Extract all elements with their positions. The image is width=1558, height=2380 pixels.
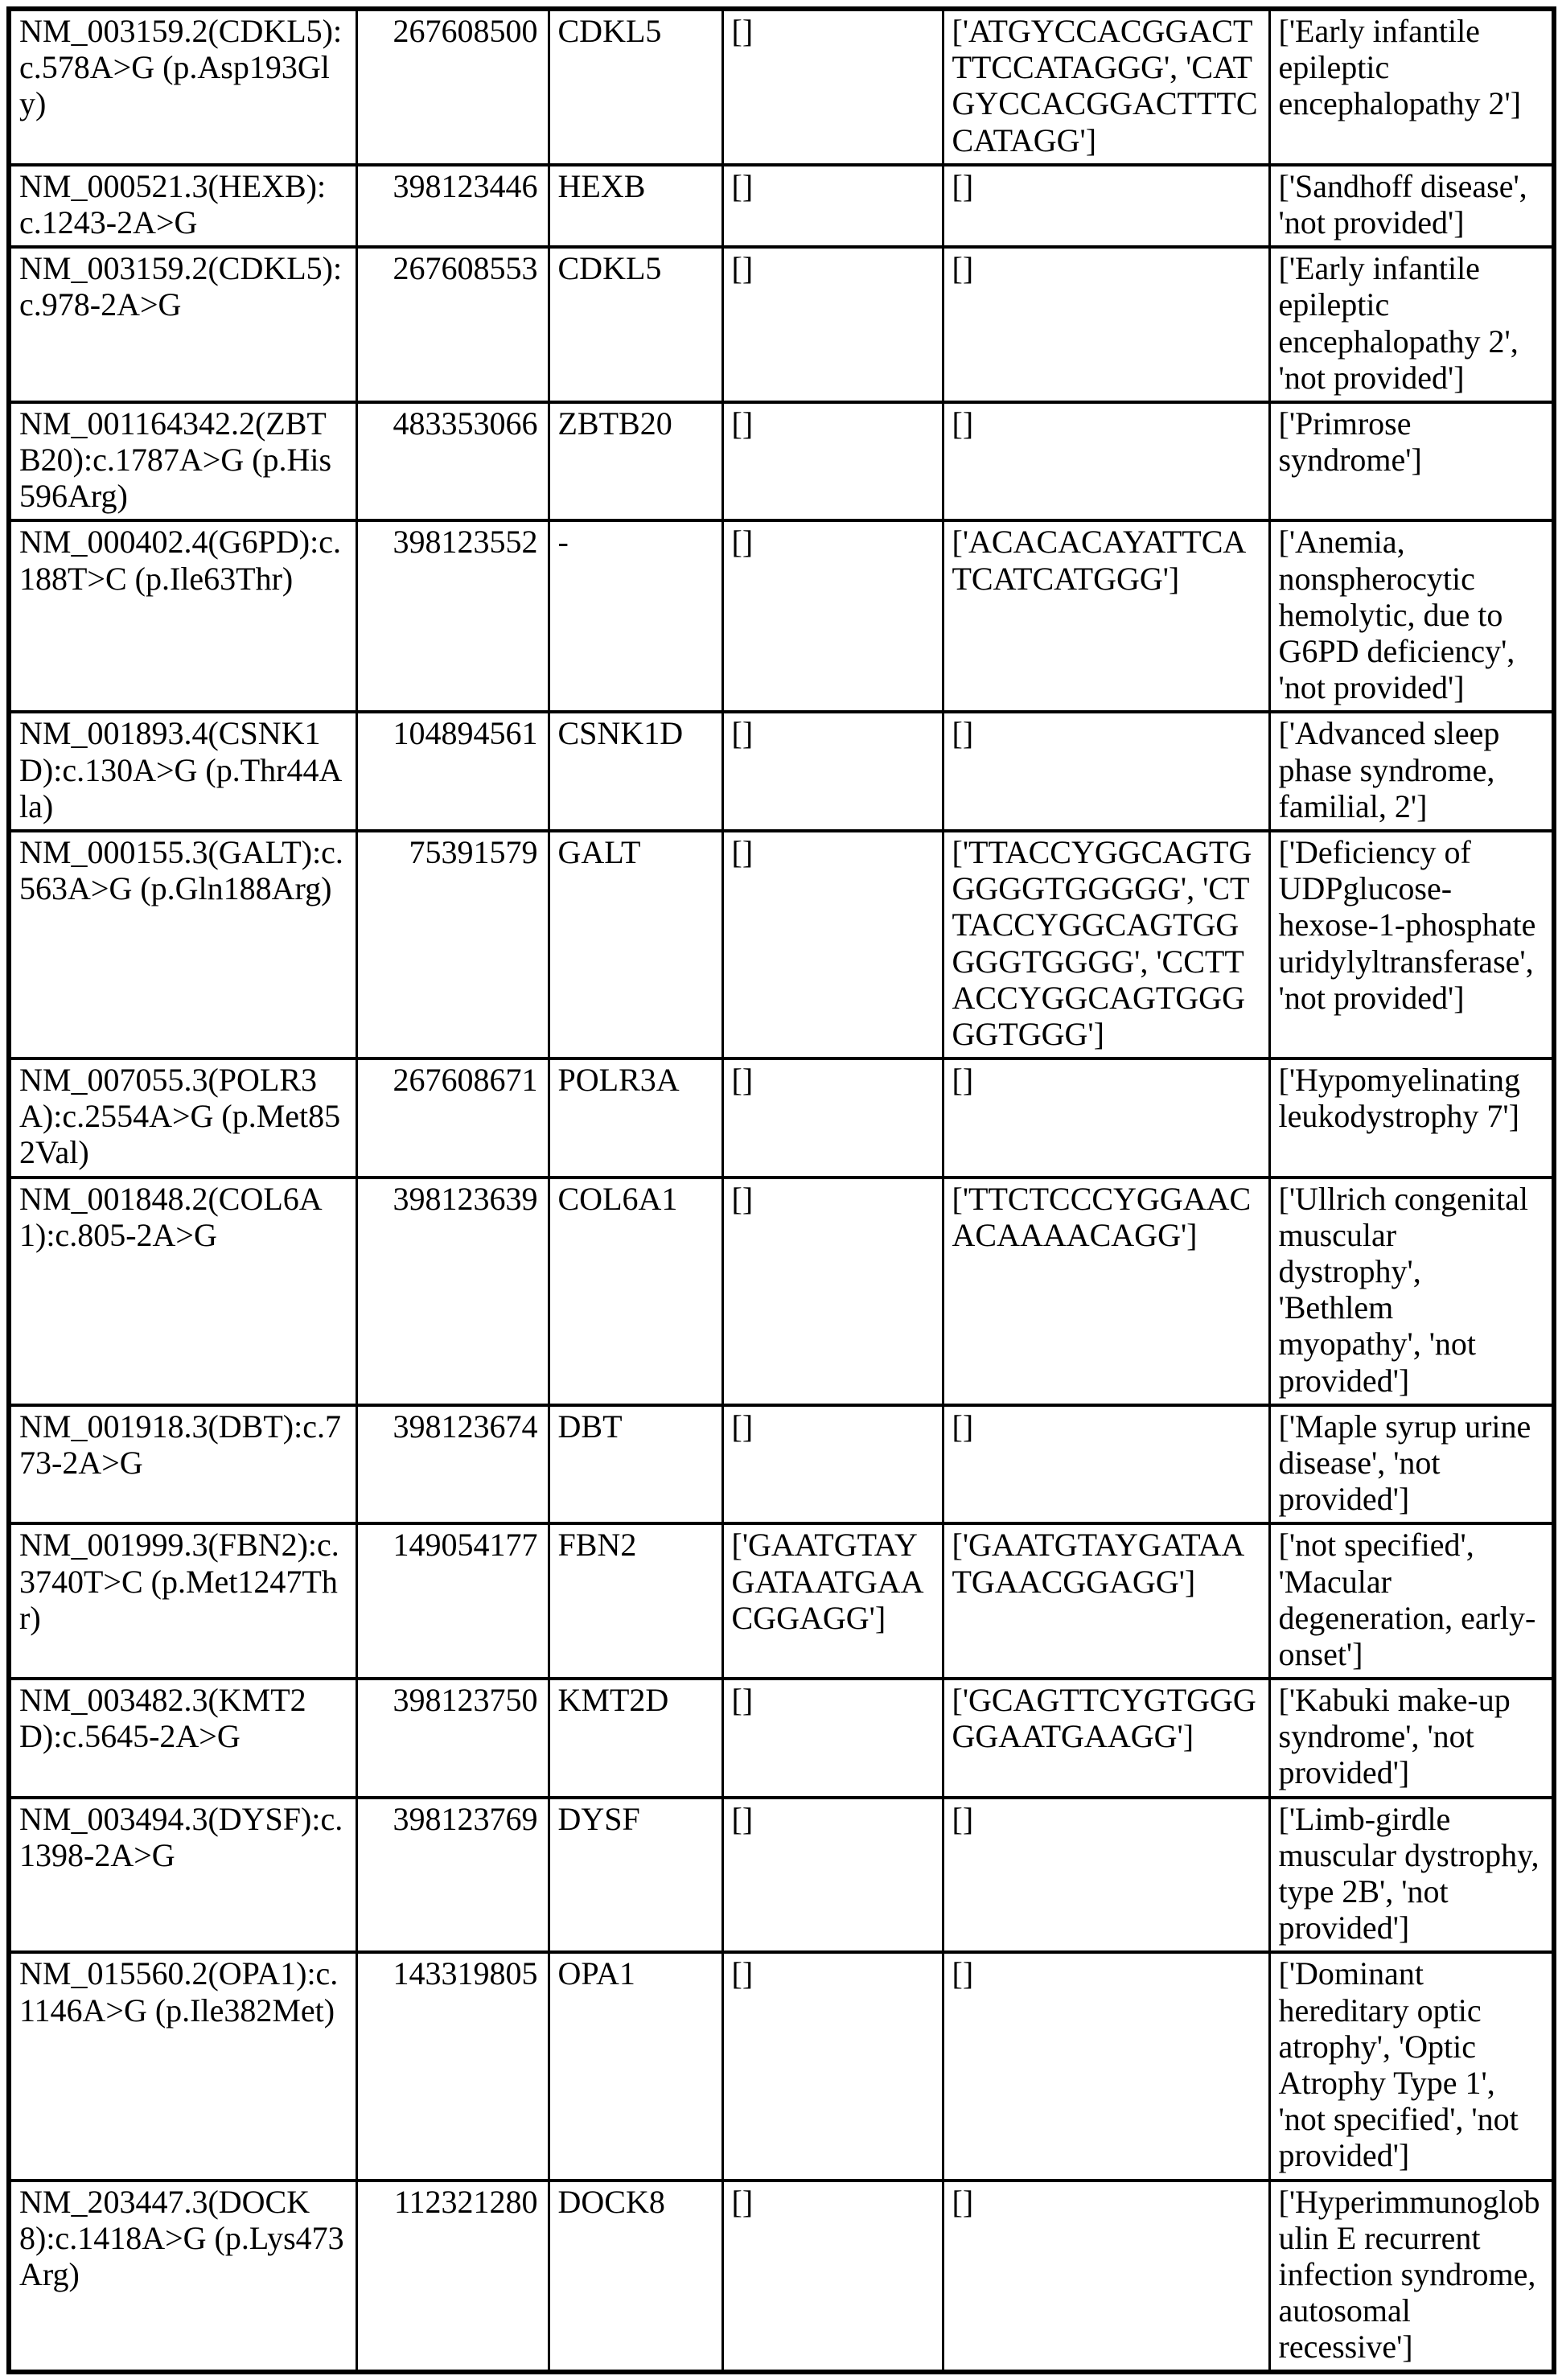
allele-id-cell: 398123552 <box>356 520 549 712</box>
allele-id-cell: 398123639 <box>356 1178 549 1405</box>
table-row <box>9 1523 1554 1679</box>
table-row <box>9 1405 1554 1524</box>
conditions-cell: ['Hypomyelinating leukodystrophy 7'] <box>1269 1058 1554 1178</box>
gene-symbol-cell: KMT2D <box>549 1679 722 1798</box>
table-row <box>9 712 1554 831</box>
table-row <box>9 165 1554 247</box>
sequence-list-a-cell: [] <box>722 831 943 1058</box>
variant-name-cell: NM_003482.3(KMT2D):c.5645-2A>G <box>9 1679 356 1798</box>
table-row <box>9 831 1554 1058</box>
gene-symbol-cell: OPA1 <box>549 1952 722 2180</box>
variant-name-cell: NM_000521.3(HEXB):c.1243-2A>G <box>9 165 356 247</box>
gene-symbol-cell: POLR3A <box>549 1058 722 1178</box>
allele-id-cell: 267608500 <box>356 9 549 165</box>
sequence-list-a-cell: [] <box>722 520 943 712</box>
table-row <box>9 1058 1554 1178</box>
sequence-list-b-cell: ['GAATGTAYGATAATGAACGGAGG'] <box>943 1523 1269 1679</box>
gene-symbol-cell: CSNK1D <box>549 712 722 831</box>
allele-id-cell: 267608553 <box>356 247 549 402</box>
variant-name-cell: NM_001918.3(DBT):c.773-2A>G <box>9 1405 356 1524</box>
gene-symbol-cell: GALT <box>549 831 722 1058</box>
sequence-list-a-cell: [] <box>722 247 943 402</box>
allele-id-cell: 112321280 <box>356 2181 549 2373</box>
allele-id-cell: 398123446 <box>356 165 549 247</box>
sequence-list-a-cell: [] <box>722 1798 943 1953</box>
conditions-cell: ['Limb-girdle muscular dystrophy, type 2B', 'not provided'] <box>1269 1798 1554 1953</box>
table-row <box>9 1679 1554 1798</box>
variant-name-cell: NM_001893.4(CSNK1D):c.130A>G (p.Thr44Ala) <box>9 712 356 831</box>
variant-name-cell: NM_015560.2(OPA1):c.1146A>G (p.Ile382Met) <box>9 1952 356 2180</box>
gene-symbol-cell: CDKL5 <box>549 9 722 165</box>
allele-id-cell: 104894561 <box>356 712 549 831</box>
variant-name-cell: NM_203447.3(DOCK8):c.1418A>G (p.Lys473Arg) <box>9 2181 356 2373</box>
allele-id-cell: 398123750 <box>356 1679 549 1798</box>
conditions-cell: ['not specified', 'Macular degeneration, early-onset'] <box>1269 1523 1554 1679</box>
sequence-list-b-cell: ['ACACACAYATTCATCATCATGGG'] <box>943 520 1269 712</box>
conditions-cell: ['Primrose syndrome'] <box>1269 402 1554 521</box>
gene-symbol-cell: ZBTB20 <box>549 402 722 521</box>
gene-symbol-cell: HEXB <box>549 165 722 247</box>
conditions-cell: ['Kabuki make-up syndrome', 'not provided'] <box>1269 1679 1554 1798</box>
sequence-list-b-cell: [] <box>943 2181 1269 2373</box>
table-row <box>9 520 1554 712</box>
conditions-cell: ['Hyperimmunoglobulin E recurrent infection syndrome, autosomal recessive'] <box>1269 2181 1554 2373</box>
variant-name-cell: NM_003159.2(CDKL5):c.578A>G (p.Asp193Gly) <box>9 9 356 165</box>
conditions-cell: ['Anemia, nonspherocytic hemolytic, due to G6PD deficiency', 'not provided'] <box>1269 520 1554 712</box>
allele-id-cell: 398123769 <box>356 1798 549 1953</box>
table-row <box>9 1952 1554 2180</box>
sequence-list-a-cell: [] <box>722 9 943 165</box>
variant-name-cell: NM_001999.3(FBN2):c.3740T>C (p.Met1247Thr) <box>9 1523 356 1679</box>
sequence-list-b-cell: ['ATGYCCACGGACTTTCCATAGGG', 'CATGYCCACGGACTTTCCATAGG'] <box>943 9 1269 165</box>
gene-symbol-cell: DYSF <box>549 1798 722 1953</box>
variant-name-cell: NM_000155.3(GALT):c.563A>G (p.Gln188Arg) <box>9 831 356 1058</box>
table-row <box>9 402 1554 521</box>
sequence-list-b-cell: [] <box>943 1798 1269 1953</box>
sequence-list-b-cell: [] <box>943 1952 1269 2180</box>
conditions-cell: ['Maple syrup urine disease', 'not provided'] <box>1269 1405 1554 1524</box>
sequence-list-b-cell: [] <box>943 247 1269 402</box>
sequence-list-a-cell: [] <box>722 1679 943 1798</box>
allele-id-cell: 483353066 <box>356 402 549 521</box>
gene-symbol-cell: - <box>549 520 722 712</box>
table-row <box>9 2181 1554 2373</box>
variant-name-cell: NM_003494.3(DYSF):c.1398-2A>G <box>9 1798 356 1953</box>
gene-symbol-cell: COL6A1 <box>549 1178 722 1405</box>
variant-name-cell: NM_000402.4(G6PD):c.188T>C (p.Ile63Thr) <box>9 520 356 712</box>
conditions-cell: ['Ullrich congenital muscular dystrophy', 'Bethlem myopathy', 'not provided'] <box>1269 1178 1554 1405</box>
sequence-list-a-cell: [] <box>722 165 943 247</box>
sequence-list-a-cell: [] <box>722 1178 943 1405</box>
allele-id-cell: 143319805 <box>356 1952 549 2180</box>
table-row <box>9 1178 1554 1405</box>
sequence-list-b-cell: [] <box>943 402 1269 521</box>
gene-symbol-cell: DOCK8 <box>549 2181 722 2373</box>
table-row <box>9 9 1554 165</box>
conditions-cell: ['Dominant hereditary optic atrophy', 'Optic Atrophy Type 1', 'not specified', 'not provided'] <box>1269 1952 1554 2180</box>
table-row <box>9 1798 1554 1953</box>
sequence-list-b-cell: [] <box>943 1405 1269 1524</box>
gene-symbol-cell: DBT <box>549 1405 722 1524</box>
allele-id-cell: 267608671 <box>356 1058 549 1178</box>
variant-name-cell: NM_007055.3(POLR3A):c.2554A>G (p.Met852Val) <box>9 1058 356 1178</box>
sequence-list-a-cell: [] <box>722 712 943 831</box>
sequence-list-a-cell: [] <box>722 402 943 521</box>
sequence-list-b-cell: [] <box>943 165 1269 247</box>
variant-name-cell: NM_001848.2(COL6A1):c.805-2A>G <box>9 1178 356 1405</box>
sequence-list-a-cell: [] <box>722 1405 943 1524</box>
variant-name-cell: NM_001164342.2(ZBTB20):c.1787A>G (p.His596Arg) <box>9 402 356 521</box>
sequence-list-b-cell: [] <box>943 712 1269 831</box>
sequence-list-a-cell: [] <box>722 2181 943 2373</box>
gene-symbol-cell: FBN2 <box>549 1523 722 1679</box>
variant-table-body <box>9 9 1554 2372</box>
allele-id-cell: 398123674 <box>356 1405 549 1524</box>
conditions-cell: ['Deficiency of UDPglucose-hexose-1-phosphate uridylyltransferase', 'not provided'] <box>1269 831 1554 1058</box>
conditions-cell: ['Sandhoff disease', 'not provided'] <box>1269 165 1554 247</box>
sequence-list-b-cell: ['TTCTCCCYGGAACACAAAACAGG'] <box>943 1178 1269 1405</box>
gene-symbol-cell: CDKL5 <box>549 247 722 402</box>
sequence-list-b-cell: ['TTACCYGGCAGTGGGGGTGGGGG', 'CTTACCYGGCAGTGGGGGTGGGG', 'CCTTACCYGGCAGTGGGGGTGGG'] <box>943 831 1269 1058</box>
sequence-list-a-cell: [] <box>722 1952 943 2180</box>
sequence-list-b-cell: ['GCAGTTCYGTGGGGGAATGAAGG'] <box>943 1679 1269 1798</box>
allele-id-cell: 75391579 <box>356 831 549 1058</box>
sequence-list-a-cell: ['GAATGTAYGATAATGAACGGAGG'] <box>722 1523 943 1679</box>
conditions-cell: ['Early infantile epileptic encephalopathy 2'] <box>1269 9 1554 165</box>
variant-table <box>6 6 1556 2374</box>
variant-name-cell: NM_003159.2(CDKL5):c.978-2A>G <box>9 247 356 402</box>
sequence-list-a-cell: [] <box>722 1058 943 1178</box>
conditions-cell: ['Advanced sleep phase syndrome, familial, 2'] <box>1269 712 1554 831</box>
allele-id-cell: 149054177 <box>356 1523 549 1679</box>
sequence-list-b-cell: [] <box>943 1058 1269 1178</box>
table-row <box>9 247 1554 402</box>
conditions-cell: ['Early infantile epileptic encephalopathy 2', 'not provided'] <box>1269 247 1554 402</box>
